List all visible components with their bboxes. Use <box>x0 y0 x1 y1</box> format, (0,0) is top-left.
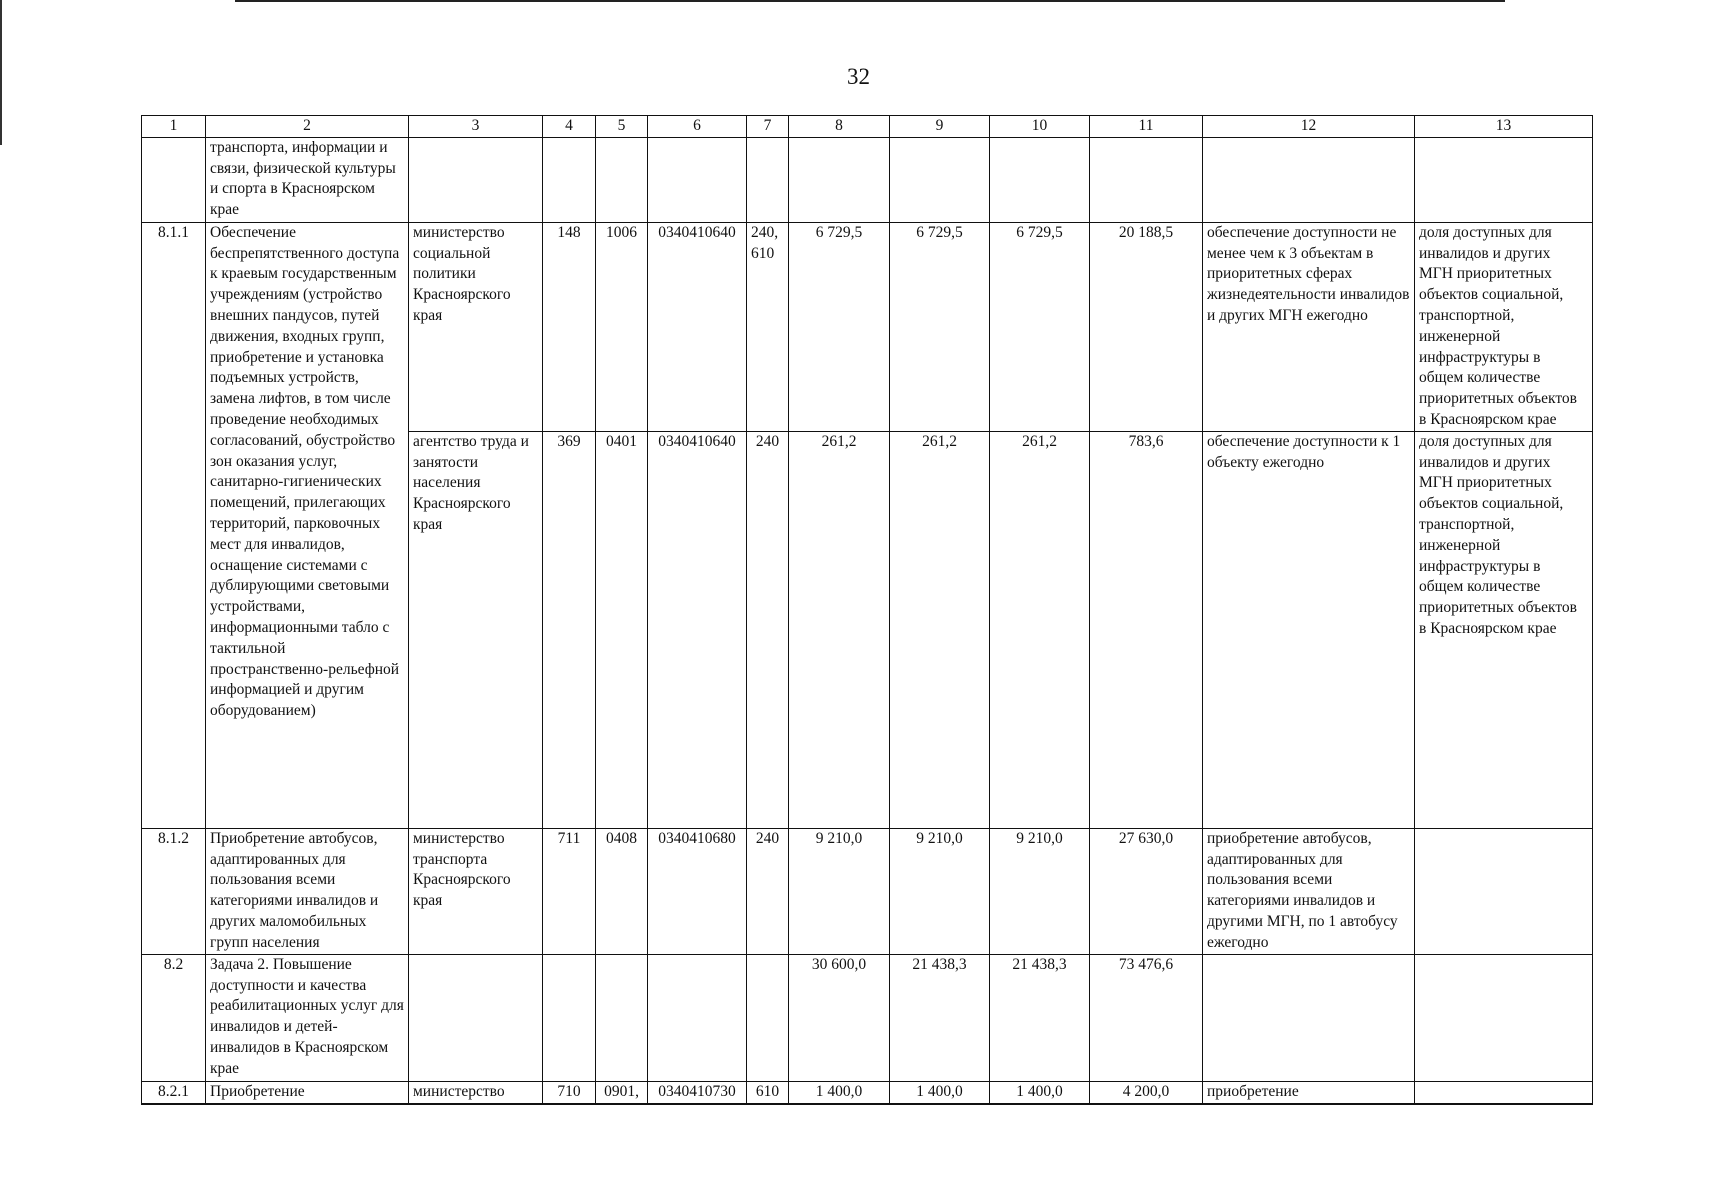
amount-year-1: 9 210,0 <box>789 828 890 954</box>
amount-year-3: 6 729,5 <box>990 222 1090 431</box>
amount-year-2: 1 400,0 <box>890 1081 990 1103</box>
row-number: 8.2 <box>142 954 206 1081</box>
amount-total <box>1090 137 1203 222</box>
expected-result: обеспечение доступности не менее чем к 3 объектам в приоритетных сферах жизнедеятельности инвалидов и других МГН ежегодно <box>1203 222 1415 431</box>
amount-year-3: 21 438,3 <box>990 954 1090 1081</box>
responsible-org: министерство <box>409 1081 543 1103</box>
code-section: 1006 <box>596 222 648 431</box>
column-number-header <box>142 116 1593 138</box>
code-target: 0340410680 <box>648 828 747 954</box>
column-header: 10 <box>990 116 1090 138</box>
amount-year-2: 261,2 <box>890 431 990 828</box>
indicator <box>1415 137 1593 222</box>
amount-year-1: 6 729,5 <box>789 222 890 431</box>
column-header: 11 <box>1090 116 1203 138</box>
row-number: 8.2.1 <box>142 1081 206 1103</box>
column-header: 12 <box>1203 116 1415 138</box>
amount-total: 27 630,0 <box>1090 828 1203 954</box>
code-expense <box>747 137 789 222</box>
column-header: 9 <box>890 116 990 138</box>
column-header: 7 <box>747 116 789 138</box>
row-number: 8.1.2 <box>142 828 206 954</box>
measure-name: транспорта, информации и связи, физической культуры и спорта в Красноярском крае <box>206 137 409 222</box>
column-header: 13 <box>1415 116 1593 138</box>
table-row <box>142 222 1593 431</box>
expected-result <box>1203 137 1415 222</box>
code-target <box>648 137 747 222</box>
code-grbs <box>543 954 596 1081</box>
code-expense: 240 <box>747 828 789 954</box>
code-expense <box>747 954 789 1081</box>
amount-total: 20 188,5 <box>1090 222 1203 431</box>
code-section: 0901, <box>596 1081 648 1103</box>
top-edge-line <box>235 0 1505 2</box>
expected-result: приобретение автобусов, адаптированных для пользования всеми категориями инвалидов и другими МГН, по 1 автобусу ежегодно <box>1203 828 1415 954</box>
code-grbs: 148 <box>543 222 596 431</box>
table-row <box>142 954 1593 1081</box>
code-target: 0340410640 <box>648 431 747 828</box>
table-row <box>142 1081 1593 1103</box>
column-header: 2 <box>206 116 409 138</box>
amount-total: 73 476,6 <box>1090 954 1203 1081</box>
code-section: 0408 <box>596 828 648 954</box>
amount-year-2 <box>890 137 990 222</box>
code-expense: 240, 610 <box>747 222 789 431</box>
responsible-org <box>409 954 543 1081</box>
amount-year-1 <box>789 137 890 222</box>
indicator: доля доступных для инвалидов и других МГН приоритетных объектов социальной, транспортной, инженерной инфраструктуры в общем количестве приоритетных объектов в Красноярском крае <box>1415 222 1593 431</box>
code-section: 0401 <box>596 431 648 828</box>
amount-year-3: 9 210,0 <box>990 828 1090 954</box>
code-target <box>648 954 747 1081</box>
code-section <box>596 954 648 1081</box>
table-row <box>142 137 1593 222</box>
amount-total: 783,6 <box>1090 431 1203 828</box>
expected-result <box>1203 954 1415 1081</box>
column-header: 4 <box>543 116 596 138</box>
responsible-org <box>409 137 543 222</box>
code-grbs: 711 <box>543 828 596 954</box>
page-number: 32 <box>847 64 870 89</box>
amount-year-1: 30 600,0 <box>789 954 890 1081</box>
table-row <box>142 828 1593 954</box>
code-target: 0340410730 <box>648 1081 747 1103</box>
amount-year-2: 9 210,0 <box>890 828 990 954</box>
measure-name: Приобретение автобусов, адаптированных для пользования всеми категориями инвалидов и других маломобильных групп населения <box>206 828 409 954</box>
measure-name: Задача 2. Повышение доступности и качества реабилитационных услуг для инвалидов и детей-инвалидов в Красноярском крае <box>206 954 409 1081</box>
row-number <box>142 137 206 222</box>
amount-year-2: 21 438,3 <box>890 954 990 1081</box>
amount-year-2: 6 729,5 <box>890 222 990 431</box>
responsible-org: министерство транспорта Красноярского края <box>409 828 543 954</box>
amount-year-3: 261,2 <box>990 431 1090 828</box>
column-header: 3 <box>409 116 543 138</box>
code-grbs: 369 <box>543 431 596 828</box>
column-header: 6 <box>648 116 747 138</box>
indicator <box>1415 828 1593 954</box>
measure-name: Приобретение <box>206 1081 409 1103</box>
expected-result: приобретение <box>1203 1081 1415 1103</box>
code-section <box>596 137 648 222</box>
responsible-org: министерство социальной политики Красноярского края <box>409 222 543 431</box>
code-grbs <box>543 137 596 222</box>
responsible-org: агентство труда и занятости населения Красноярского края <box>409 431 543 828</box>
column-header: 8 <box>789 116 890 138</box>
indicator <box>1415 1081 1593 1103</box>
code-expense: 610 <box>747 1081 789 1103</box>
amount-total: 4 200,0 <box>1090 1081 1203 1103</box>
amount-year-1: 1 400,0 <box>789 1081 890 1103</box>
row-number: 8.1.1 <box>142 222 206 828</box>
program-measures-table <box>141 115 1593 1105</box>
indicator <box>1415 954 1593 1081</box>
amount-year-3 <box>990 137 1090 222</box>
code-target: 0340410640 <box>648 222 747 431</box>
code-grbs: 710 <box>543 1081 596 1103</box>
column-header: 1 <box>142 116 206 138</box>
indicator: доля доступных для инвалидов и других МГН приоритетных объектов социальной, транспортной, инженерной инфраструктуры в общем количестве приоритетных объектов в Красноярском крае <box>1415 431 1593 828</box>
amount-year-1: 261,2 <box>789 431 890 828</box>
code-expense: 240 <box>747 431 789 828</box>
expected-result: обеспечение доступности к 1 объекту ежегодно <box>1203 431 1415 828</box>
measure-name: Обеспечение беспрепятственного доступа к краевым государственным учреждениям (устройство внешних пандусов, путей движения, входных групп, приобретение и установка подъемных устройств, замена лифтов, в том числе проведение необходимых согласований, обустройство зон оказания услуг, санитарно-гигиенических помещений, прилегающих территорий, парковочных мест для инвалидов, оснащение системами с дублирующими световыми устройствами, информационными табло с тактильной пространственно-рельефной информацией и другим оборудованием) <box>206 222 409 828</box>
column-header: 5 <box>596 116 648 138</box>
amount-year-3: 1 400,0 <box>990 1081 1090 1103</box>
